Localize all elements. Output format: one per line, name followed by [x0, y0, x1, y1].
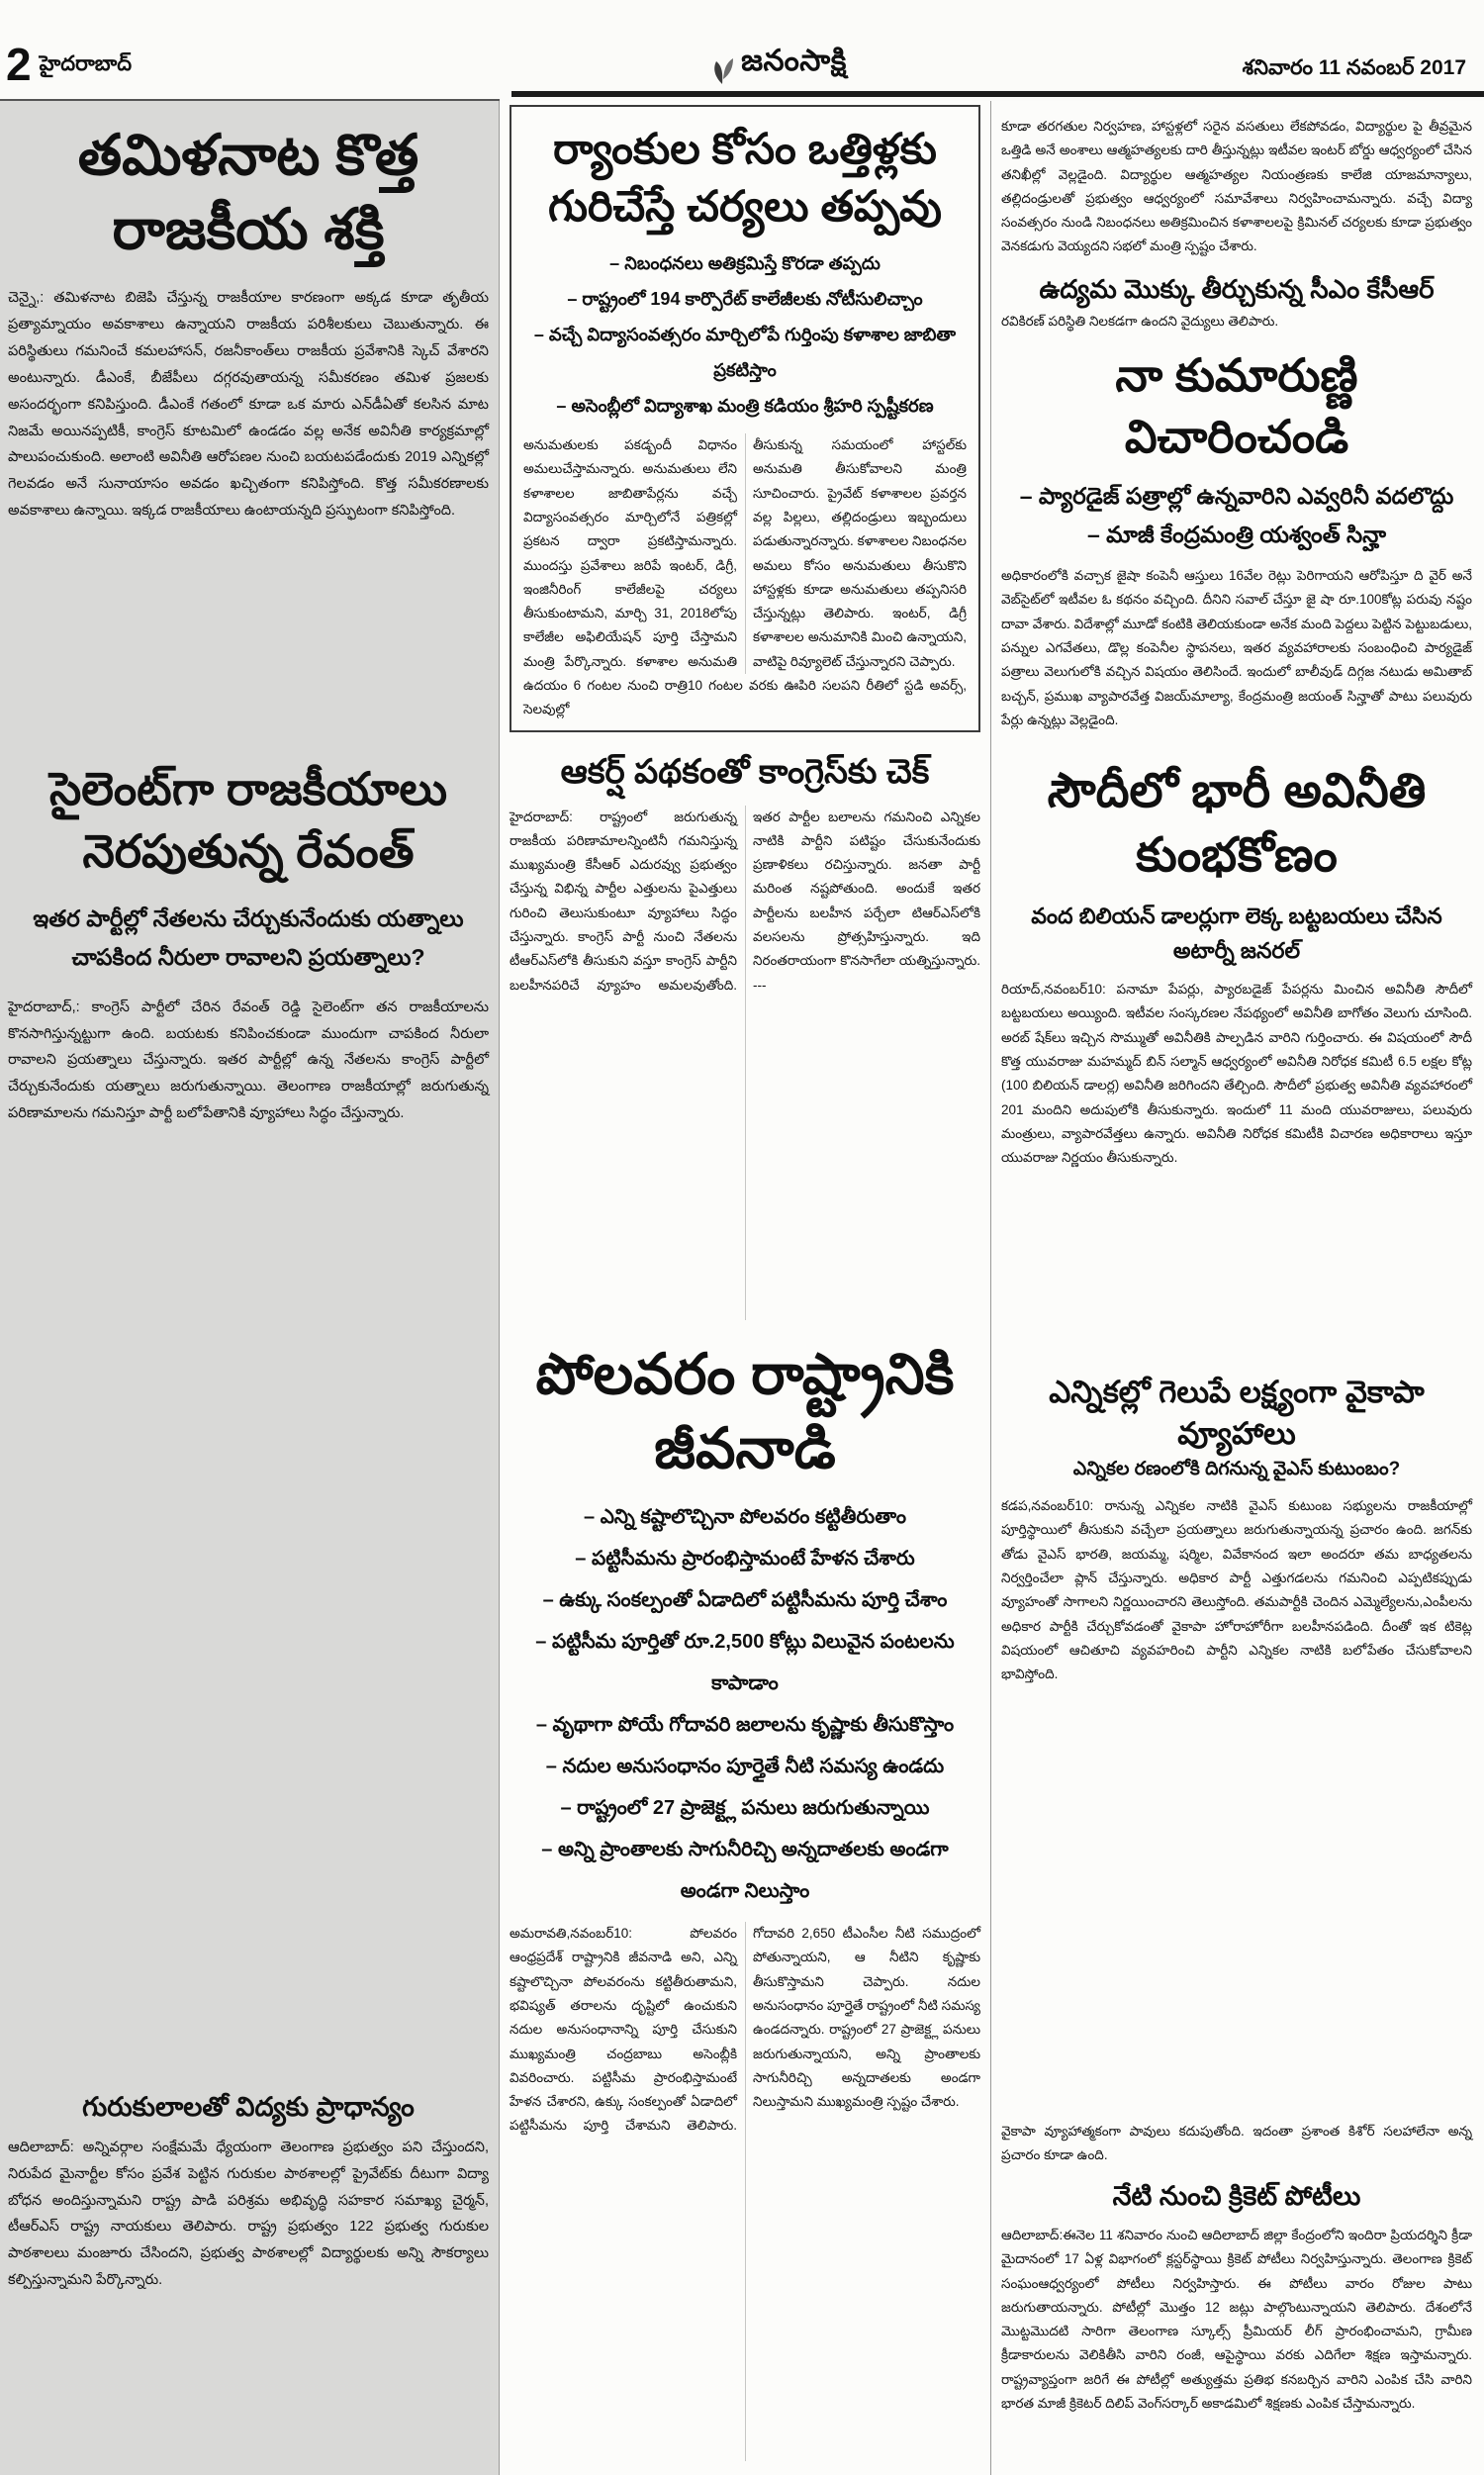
bullet-item: – అసెంబ్లీలో విద్యాశాఖ మంత్రి కడియం శ్రీహరి స్పష్టీకరణ: [523, 388, 967, 424]
article-revanth-headline: సైలెంట్‌గా రాజకీయాలు నెరపుతున్న రేవంత్: [48, 763, 448, 877]
masthead-title: జనంసాక్షి: [741, 45, 847, 77]
column-middle: [500, 101, 991, 2475]
article-polavaram-body: అమరావతి,నవంబర్10: పోలవరం ఆంధ్రప్రదేశ్ రాష్ట్రానికి జీవనాడి అని, ఎన్ని కష్టాలొచ్చినా పోలవరంను కట్టితీరుతామని, భవిష్యత్ తరాలను దృష్టిలో ఉంచుకుని నదుల అనుసంధానాన్ని పూర్తి చేసుకుని ముఖ్యమంత్రి చంద్రబాబు అసెంబ్లీకి వివరించారు. పట్టిసీమ ప్రారంభిస్తామంటే హేళన చేశారని, ఉక్కు సంకల్పంతో ఏడాదిలో పట్టిసీమను పూర్తి చేశామని తెలిపారు. గోదావరి 2,650 టీఎంసీల నీటి సముద్రంలో పోతున్నాయని, ఆ నీటిని కృష్ణాకు తీసుకొస్తామని చెప్పారు. నదుల అనుసంధానం పూర్తైతే రాష్ట్రంలో నీటి సమస్య ఉండదన్నారు. రాష్ట్రంలో 27 ప్రాజెక్ట్ల పనులు జరుగుతున్నాయని, అన్ని ప్రాంతాలకు సాగునీరిచ్చి అన్నదాతలకు అండగా నిలుస్తామని ముఖ్యమంత్రి స్పష్టం చేశారు.: [510, 1926, 980, 2134]
article-kcr-note: రవికిరణ్ పరిస్థితి నిలకడగా ఉందని వైద్యులు తెలిపారు.: [1001, 314, 1279, 330]
edition-name: హైదరాబాద్: [39, 52, 133, 75]
article-ranks-box: [510, 105, 980, 732]
article-gurukula-body: ఆదిలాబాద్: అన్నివర్గాల సంక్షేమమే ధ్యేయంగా తెలంగాణ ప్రభుత్వం పని చేస్తుందని, నిరుపేద మైనార్టీల కోసం ప్రవేశ పెట్టిన గురుకుల పాఠశాలల్లో ప్రైవేట్‌కు దీటుగా విద్యా బోధన అందిస్తున్నామని రాష్ట్ర పాడి పరిశ్రమ అభివృద్ధి సహకార సమాఖ్య చైర్మన్, టీఆర్ఎస్ రాష్ట్ర నాయకులు తెలిపారు. రాష్ట్ర ప్రభుత్వం 122 ప్రభుత్వ గురుకుల పాఠశాలలు మంజూరు చేసిందని, ప్రభుత్వ పాఠశాలల్లో విద్యార్థులకు అన్ని సౌకర్యాలు కల్పిస్తున్నామని పేర్కొన్నారు.: [8, 2140, 489, 2289]
article-ycp-body: కడప,నవంబర్10: రానున్న ఎన్నికల నాటికి వైఎస్ కుటుంబ సభ్యులను రాజకీయాల్లో పూర్తిస్థాయిలో తీసుకుని వచ్చేలా ప్రయత్నాలు జరుగుతున్నాయన్న ప్రచారం ఉంది. జగన్‌కు తోడు వైఎస్ భారతి, జయమ్మ, షర్మిల, వివేకానంద ఇలా అందరూ తమ బాధ్యతలను నిర్వర్తించేలా ప్లాన్ చేస్తున్నారు. అధికార పార్టీ ఎత్తుగడలను గమనించి ఎప్పటికప్పుడు వ్యూహంతో సాగాలని నిర్ణయించారని తెలుస్తోంది. తమపార్టీకి చెందిన ఎమ్మెల్యేలను,ఎంపీలను అధికార పార్టీకి చేర్చుకోవడంతో వైకాపా హోరాహోరీగా బలహీనపడింది. దీంతో ఇక టికెట్ల విషయంలో ఆచితూచి వ్యవహరించి పార్టీని ఎన్నికల నాటికి బలోపేతం చేసుకోవాలని భావిస్తోంది.: [1001, 1498, 1472, 1682]
masthead-leaf-icon: [709, 55, 735, 85]
article-revanth-body: హైదరాబాద్,: కాంగ్రెస్ పార్టీలో చేరిన రేవంత్ రెడ్డి సైలెంట్‌గా తన రాజకీయాలను కొనసాగిస్తున్నట్టుగా ఉంది. బయటకు కనిపించకుండా ముందుగా చాపకింద నీరులా రావాలని ప్రయత్నాలు చేస్తున్నారు. ఇతర పార్టీల్లో ఉన్న నేతలను కాంగ్రెస్ పార్టీలో చేర్చుకునేందుకు యత్నాలు జరుగుతున్నాయి. తెలంగాణ రాజకీయాల్లో జరుగుతున్న పరిణామాలను గమనిస్తూ పార్టీ బలోపేతానికి వ్యూహాలు సిద్ధం చేస్తున్నారు.: [8, 999, 489, 1122]
article-congress-body: హైదరాబాద్: రాష్ట్రంలో జరుగుతున్న రాజకీయ పరిణామాలన్నింటినీ గమనిస్తున్న ముఖ్యమంత్రి కేసీఆర్ ఎదురవ్వు ప్రభుత్వం చేస్తున్న విభిన్న పార్టీల ఎత్తులను పైఎత్తులు గురించి తెలుసుకుంటూ వ్యూహాలు సిద్ధం చేస్తున్నారు. కాంగ్రెస్ పార్టీ నుంచి నేతలను టీఆర్ఎస్‌లోకి తీసుకుని వస్తూ కాంగ్రెస్ పార్టీని బలహీనపరిచే వ్యూహం అమలవుతోంది. ఇతర పార్టీల బలాలను గమనించి ఎన్నికల నాటికి పార్టీని పటిష్టం చేసుకునేందుకు ప్రణాళికలు రచిస్తున్నారు. జనతా పార్టీ మరింత నష్టపోతుంది. అందుకే ఇతర పార్టీలను బలహీన పర్చేలా టిఆర్ఎస్‌లోకి వలసలను ప్రోత్సహిస్తున్నారు. ఇది నిరంతరాయంగా కొనసాగేలా యత్నిస్తున్నారు. ---: [510, 809, 980, 993]
bullet-item: – అన్ని ప్రాంతాలకు సాగునీరిచ్చి అన్నదాతలకు అండగా అండగా నిలుస్తాం: [510, 1829, 980, 1912]
article-tamil-headline: తమిళనాట కొత్త రాజకీయ శక్తి: [77, 124, 419, 262]
page-header: [0, 0, 1484, 91]
column-left: [0, 101, 500, 2475]
bullet-item: – ఉక్కు సంకల్పంతో ఏడాదిలో పట్టిసీమను పూర్తి చేశాం: [510, 1579, 980, 1621]
bullet-item: – వచ్చే విద్యాసంవత్సరం మార్చిలోపే గుర్తింపు కళాశాల జాబితా ప్రకటిస్తాం: [523, 317, 967, 388]
page-number: 2: [6, 38, 32, 90]
article-ycp-subhead: ఎన్నికల రణంలోకి దిగనున్న వైఎస్ కుటుంబం?: [1072, 1458, 1401, 1479]
article-ycp-body-end: వైకాపా వ్యూహాత్మకంగా పావులు కదుపుతోంది. ఇదంతా ప్రశాంత కిశోర్ సలహాలేనా అన్న ప్రచారం కూడా ఉంది.: [1001, 2123, 1472, 2163]
date-line: శనివారం 11 నవంబర్ 2017: [1242, 56, 1466, 79]
bullet-item: – నిబంధనలు అతిక్రమిస్తే కొరడా తప్పదు: [523, 245, 967, 281]
article-kumarudu-body: అధికారంలోకి వచ్చాక జైషా కంపెనీ ఆస్తులు 16వేల రెట్లు పెరిగాయని ఆరోపిస్తూ ది వైర్ అనే వెబ్‌సైట్‌లో ఇటీవల ఓ కథనం వచ్చింది. దీనిని సవాల్ చేస్తూ జై షా రూ.100కోట్ల పరువు నష్టం దావా వేశారు. విదేశాల్లో మూడో కంటికి తెలియకుండా అనేక మంది పెద్దలు పెట్టిన పెట్టుబడులు, పన్నుల ఎగవేతలు, డొల్ల కంపెనీల స్థాపనలు, ఇతర వ్యవహారాలకు సంబంధించి పార్యడైజ్ పత్రాలు వెలుగులోకి వచ్చిన విషయం తెలిసిందే. ఇందులో బాలీవుడ్ దిగ్గజ నటుడు అమితాబ్ బచ్చన్, ప్రముఖ వ్యాపారవేత్త విజయ్‌మాల్యా, కేంద్రమంత్రి జయంత్ సిన్హాతో పాటు పలువురు పేర్లు ఉన్నట్లు వెల్లడైంది.: [1001, 568, 1472, 727]
article-saudi-headline: సౌదీలో భారీ అవినీతి కుంభకోణం: [1047, 765, 1427, 882]
article-ranks-headline: ర్యాంకుల కోసం ఒత్తిళ్లకు గురిచేస్తే చర్యలు తప్పవు: [548, 126, 942, 232]
article-revanth-subhead-2: చాపకింద నీరులా రావాలని ప్రయత్నాలు?: [71, 943, 425, 970]
bullet-item: – నదుల అనుసంధానం పూర్తైతే నీటి సమస్య ఉండదు: [510, 1746, 980, 1787]
column-right: [991, 101, 1484, 2475]
article-kumarudu-headline: నా కుమారుణ్ణి విచారించండి: [1115, 348, 1358, 462]
bullet-item: – రాష్ట్రంలో 194 కార్పొరేట్ కాలేజీలకు నోటీసులిచ్చాం: [523, 281, 967, 317]
header-left: [6, 38, 506, 90]
article-revanth-subhead-1: ఇతర పార్టీల్లో నేతలను చేర్చుకునేందుకు యత్నాలు: [33, 904, 464, 931]
bullet-item: – పట్టిసీమను ప్రారంభిస్తామంటే హేళన చేశారు: [510, 1538, 980, 1579]
article-kcr-subheadline: ఉద్యమ మొక్కు తీర్చుకున్న సీఎం కేసీఆర్: [1039, 273, 1435, 304]
article-cricket-body: ఆదిలాబాద్:ఈనెల 11 శనివారం నుంచి ఆదిలాబాద్ జిల్లా కేంద్రంలోని ఇందిరా ప్రియదర్శిని క్రీడా మైదానంలో 17 ఏళ్ల విభాగంలో క్లస్టర్‌స్థాయి క్రికెట్ పోటీలు నిర్వహిస్తున్నారు. తెలంగాణ క్రికెట్ సంఘంఆధ్వర్యంలో పోటీలు నిర్వహిస్తారు. ఈ పోటీలు వారం రోజుల పాటు జరుగుతాయన్నారు. పోటీల్లో మొత్తం 12 జట్లు పాల్గొంటున్నాయని తెలిపారు. దేశంలోనే మొట్టమొదటి సారిగా తెలంగాణ స్కూల్స్ ప్రీమియర్ లీగ్ ప్రారంభించామని, గ్రామీణ క్రీడాకారులను వెలికితీసి వారిని రంజీ, ఆపైస్థాయి వరకు ఎదిగేలా శిక్షణ ఇస్తామన్నారు. రాష్ట్రవ్యాప్తంగా జరిగే ఈ పోటీల్లో అత్యుత్తమ ప్రతిభ కనబర్చిన వారిని ఎంపిక చేసి వారిని భారత మాజీ క్రికెటర్ దిలిప్ వెంగ్‌సర్కార్ అకాడమిలో శిక్షణకు ఎంపిక చేస్తామన్నారు.: [1001, 2228, 1472, 2412]
article-gurukula-headline: గురుకులాలతో విద్యకు ప్రాధాన్యం: [82, 2091, 415, 2122]
article-kumarudu-subhead-2: – మాజీ కేంద్రమంత్రి యశ్వంత్ సిన్హా: [1001, 516, 1472, 554]
article-saudi-deck: వంద బిలియన్ డాలర్లుగా లెక్క బట్టబయలు చేసిన అటార్నీ జనరల్: [1031, 903, 1442, 963]
header-rules: [0, 91, 1484, 101]
article-ycp-headline: ఎన్నికల్లో గెలుపే లక్ష్యంగా వైకాపా వ్యూహాలు: [1049, 1375, 1425, 1451]
article-cricket-headline: నేటి నుంచి క్రికెట్ పోటీలు: [1112, 2180, 1361, 2211]
bullet-item: – వృథాగా పోయే గోదావరి జలాలను కృష్ణాకు తీసుకొస్తాం: [510, 1704, 980, 1746]
article-kumarudu-subhead-1: – ప్యారడైజ్ పత్రాల్లో ఉన్నవారిని ఎవ్వరినీ వదలొద్దు: [1001, 477, 1472, 516]
masthead-block: [506, 45, 1051, 85]
article-ranks-tail: ఉదయం 6 గంటల నుంచి రాత్రి10 గంటల వరకు ఊపిరి సలపని రీతిలో స్టడి అవర్స్, సెలవుల్లో: [523, 678, 967, 717]
article-polavaram-headline: పోలవరం రాష్ట్రానికి జీవనాడి: [535, 1342, 955, 1480]
article-tamil-body: చెన్నై,: తమిళనాట బిజెపి చేస్తున్న రాజకీయాల కారణంగా అక్కడ కూడా తృతీయ ప్రత్యామ్నాయం అవకాశాలు ఉన్నాయని రాజకీయ పరిశీలకులు చెబుతున్నారు. ఈ పరిస్థితులు గమనించే కమలహాసన్, రజనీకాంత్‌లు రాజకీయ ప్రవేశానికి స్కెచ్ వేశారని అంటున్నారు. డీఎంకే, బీజేపీలు దగ్గరవుతాయన్న సమీకరణం తమిళ ప్రజలకు అసందర్భంగా కనిపిస్తుంది. డీఎంకే గతంలో కూడా ఒక మారు ఎన్‌డీఏతో కలసిన మాట నిజమే అయినప్పటికీ, కాంగ్రెస్ కూటమిలో ఉండడం వల్ల అనేక అవినీతి కార్యక్రమాల్లో పాలుపంచుకుంది. అలాంటి అవినీతి ఆరోపణల నుంచి బయటపడేందుకు 2019 ఎన్నికల్లో గెలవడం అనే సునాయాసం అవడం ఖచ్చితంగా కనిపిస్తోంది. కొత్త సమీకరణాలకు అవకాశాలు ఉన్నాయి. ఇక్కడ రాజకీయాలు ఉంటాయన్నది ప్రస్ఫుటంగా కనిపిస్తోంది.: [8, 290, 489, 519]
article-inter-continuation-body: కూడా తరగతుల నిర్వహణ, హాస్టళ్లలో సరైన వసతులు లేకపోవడం, విద్యార్థుల పై తీవ్రమైన ఒత్తిడి అనే అంశాలు ఆత్మహత్యలకు దారి తీస్తున్నట్లు ఇటీవల ఇంటర్ బోర్డు ఆధ్వర్యంలో చేసిన తనిఖీల్లో వెల్లడైంది. విద్యార్థుల ఆత్మహత్యల నియంత్రణకు కాలేజి యాజమాన్యాలు, తల్లిదండ్రులతో ప్రభుత్వం ఆధ్వర్యంలో సమావేశాలు నిర్వహించామన్నారు. వచ్చే విద్యా సంవత్సరం నుండి నిబంధనలు అతిక్రమించిన కళాశాలలపై క్రిమినల్ చర్యలకు కూడా ప్రభుత్వం వెనకడుగు వెయ్యదని సభలో మంత్రి స్పష్టం చేశారు.: [1001, 119, 1472, 254]
header-rule-right: [511, 91, 1484, 97]
article-ranks-bullets: [523, 245, 967, 424]
article-saudi-body: రియాద్,నవంబర్10: పనామా పేపర్లు, ప్యారబడైజ్ పేపర్లను మించిన అవినీతి సౌదీలో బట్టబయలు అయ్యింది. ఇటీవల సంస్కరణల నేపథ్యంలో అవినీతి బాగోతం వెలుగు చూసింది. అరబ్ షేక్‌లు ఇచ్చిన సొమ్ముతో అవినీతికి పాల్పడిన వారిని గుర్తించారు. ఈ విషయంలో సౌదీ కొత్త యువరాజు మహమ్మద్ బిన్ సల్మాన్ ఆధ్వర్యంలో అవినీతి నిరోధక కమిటీ 6.5 లక్షల కోట్ల (100 బిలియన్ డాలర్ల) అవినీతి జరిగిందని తేల్చింది. సౌదీలో ప్రభుత్వ అవినీతి వ్యవహారంలో 201 మందిని అదుపులోకి తీసుకున్నారు. ఇందులో 11 మంది యువరాజులు, పలువురు మంత్రులు, వ్యాపారవేత్తలు ఉన్నారు. అవినీతి నిరోధక కమిటీకి విచారణ అధికారాలు ఇస్తూ యువరాజు నిర్ణయం తీసుకున్నారు.: [1001, 982, 1472, 1166]
bullet-item: – రాష్ట్రంలో 27 ప్రాజెక్ట్ల పనులు జరుగుతున్నాయి: [510, 1787, 980, 1829]
article-ranks-body: అనుమతులకు పకడ్బందీ విధానం అమలుచేస్తామన్నారు. అనుమతులు లేని కళాశాలల జాబితాపేర్లను వచ్చే విద్యాసంవత్సరం మార్చిలోనే పత్రికల్లో ప్రకటన ద్వారా ప్రకటిస్తామన్నారు. ముందస్తు ప్రవేశాలు జరిపే ఇంటర్, డిగ్రీ, ఇంజినీరింగ్ కాలేజీలపై చర్యలు తీసుకుంటామని, మార్చి 31, 2018లోపు కాలేజీల అఫిలియేషన్ పూర్తి చేస్తామని మంత్రి పేర్కొన్నారు. కళాశాల అనుమతి తీసుకున్న సమయంలో హాస్టల్‌కు అనుమతి తీసుకోవాలని మంత్రి సూచించారు. ప్రైవేట్ కళాశాలల ప్రవర్తన వల్ల పిల్లలు, తల్లిదండ్రులు ఇబ్బందులు పడుతున్నారన్నారు. కళాశాలల నిబంధనల అమలు కోసం అనుమతులు తీసుకొని హాస్టళ్లకు కూడా అనుమతులు తప్పనిసరి చేస్తున్నట్లు తెలిపారు. ఇంటర్, డిగ్రీ కళాశాలల అనుమానికి మించి ఉన్నాయని, వాటిపై రివ్యూలెట్ చేస్తున్నారని చెప్పారు.: [523, 437, 967, 669]
article-polavaram-bullets: [510, 1496, 980, 1912]
bullet-item: – పట్టిసీమ పూర్తితో రూ.2,500 కోట్లు విలువైన పంటలను కాపాడాం: [510, 1621, 980, 1704]
bullet-item: – ఎన్ని కష్టాలొచ్చినా పోలవరం కట్టితీరుతాం: [510, 1496, 980, 1538]
page-body: [0, 101, 1484, 2475]
article-congress-headline: ఆకర్ష్ పథకంతో కాంగ్రెస్‌కు చెక్: [560, 752, 930, 791]
